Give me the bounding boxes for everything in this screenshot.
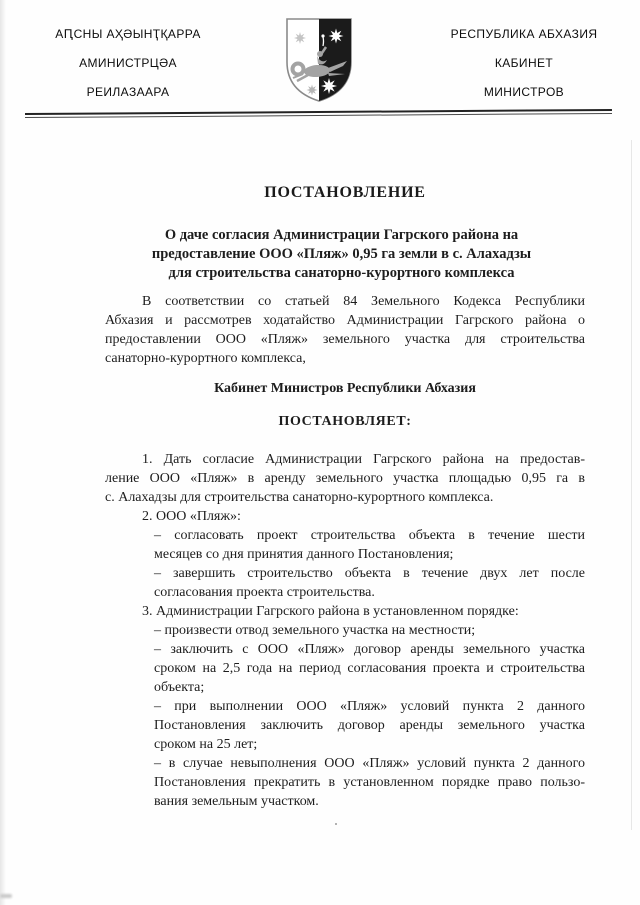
resolution-heading: ПОСТАНОВЛЯЕТ: — [278, 414, 412, 429]
item-2-sub-line-4: согласования проекта строительства. — [154, 585, 375, 600]
subject-line-1: О даче согласия Администрации Гагрского района на — [164, 227, 519, 243]
item-3-sub-line-5: – при выполнении ООО «Пляж» условий пункта 2 данного — [154, 699, 585, 714]
issuer-abkhaz-line-1: АԤСНЫ АҲӘЫНҬҚАРРА — [55, 27, 201, 41]
preamble-line-4: санаторно-курортного комплекса, — [105, 351, 306, 366]
document-body — [105, 292, 585, 811]
item-2-sub-line-3: – завершить строительство объекта в течение двух лет после — [154, 566, 585, 581]
item-1-line-3: с. Алахадзы для строительства санаторно-курортного комплекса. — [105, 490, 494, 505]
item-3-sub-line-4: объекта; — [154, 680, 205, 695]
item-3-sub-line-8: – в случае невыполнения ООО «Пляж» условий пункта 2 данного — [154, 756, 585, 771]
issuer-name-abkhaz — [28, 20, 228, 107]
item-3-sub-line-3: сроком на 2,5 года на период согласования проекта и строительства — [154, 661, 585, 676]
issuer-name-russian — [424, 20, 624, 107]
subject-line-2: предоставление ООО «Пляж» 0,95 га земли в с. Алахадзы — [151, 246, 532, 262]
scan-edge-shadow — [0, 0, 6, 905]
preamble-line-2: Абхазия и рассмотрев ходатайство Администрации Гагрского района о — [105, 313, 585, 328]
issuer-abkhaz-line-2: АМИНИСТРЦӘА — [79, 56, 177, 70]
abkhazia-coat-of-arms-icon — [283, 16, 355, 104]
subject-line-3: для строительства санаторно-курортного комплекса — [168, 265, 515, 281]
issuer-russian-line-3: МИНИСТРОВ — [483, 85, 565, 99]
item-3-sub-line-9: Постановления прекратить в установленном порядке право пользо- — [154, 775, 585, 790]
issuer-russian-line-2: КАБИНЕТ — [494, 56, 554, 70]
scan-corner-smudge — [0, 894, 12, 898]
scan-speck — [335, 823, 337, 825]
item-1-line-1: 1. Дать согласие Администрации Гагрского района на предостав- — [142, 452, 585, 467]
item-1-line-2: ление ООО «Пляж» в аренду земельного участка площадью 0,95 га в — [105, 471, 585, 486]
preamble-line-1: В соответствии со статьей 84 Земельного Кодекса Республики — [142, 294, 585, 309]
item-3-heading: 3. Администрации Гагрского района в установленном порядке: — [142, 604, 519, 619]
document-title: ПОСТАНОВЛЕНИЕ — [264, 184, 426, 201]
item-2-sub-line-2: месяцев со дня принятия данного Постановления; — [154, 547, 454, 562]
item-2-sub-line-1: – согласовать проект строительства объекта в течение шести — [154, 528, 585, 543]
item-2-heading: 2. ООО «Пляж»: — [142, 509, 241, 524]
item-3-sub-line-1: – произвести отвод земельного участка на местности; — [154, 623, 476, 638]
scan-fold-line — [631, 140, 632, 830]
document-subject — [85, 226, 598, 283]
preamble-line-3: предоставлении ООО «Пляж» земельного участка для строительства — [105, 332, 585, 347]
item-3-sub-line-6: Постановления заключить договор аренды земельного участка — [154, 718, 585, 733]
issuer-abkhaz-line-3: РЕИЛАЗААРА — [86, 85, 170, 99]
issuer-russian-line-1: РЕСПУБЛИКА АБХАЗИЯ — [450, 27, 598, 41]
item-3-sub-line-10: вания земельным участком. — [154, 794, 319, 809]
header-divider — [25, 109, 612, 118]
item-3-sub-line-7: сроком на 25 лет; — [154, 737, 258, 752]
item-3-sub-line-2: – заключить с ООО «Пляж» договор аренды земельного участка — [154, 642, 585, 657]
authority-line: Кабинет Министров Республики Абхазия — [214, 381, 476, 396]
